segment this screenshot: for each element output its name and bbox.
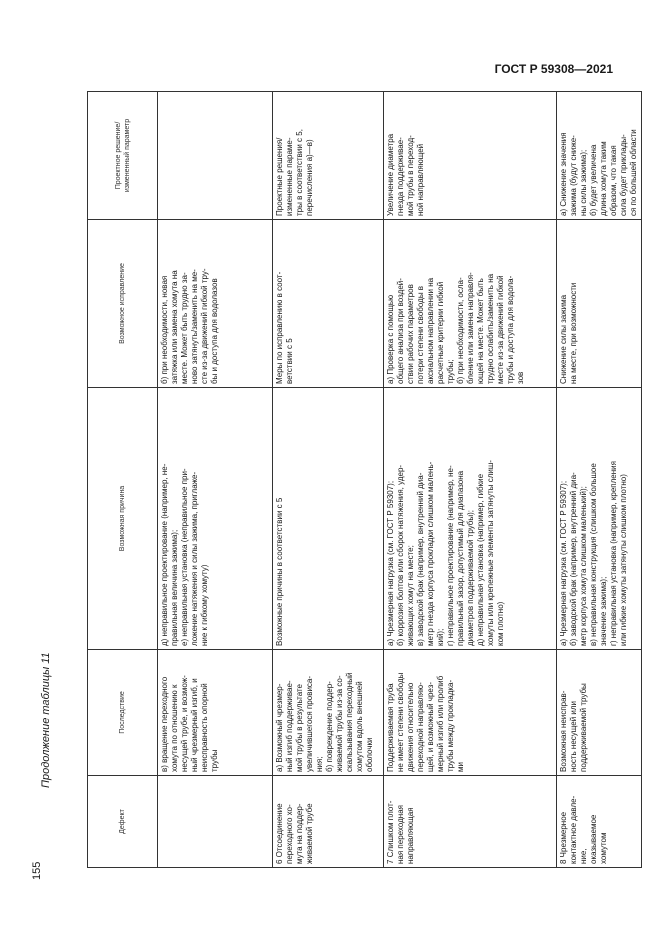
cell-consequence: Возможная неисправ- ность несущей или поддерживаемой трубы — [557, 650, 642, 776]
standard-designation: ГОСТ Р 59308—2021 — [494, 62, 613, 76]
page-number: 155 — [31, 861, 43, 880]
cell-design: а) Снижение значения зажима (будут сниже- ны силы зажима); б) будет увеличена длина хомута таким образом, что такая сила будет приклады- ся по большей области — [557, 92, 642, 220]
cell-consequence: Поддерживаемая труба не имеет степени свободы движения относительно переходной направляю- щей, и возможный чрез- мерный изгиб или пролиб трубы между прокладка- ми — [384, 650, 557, 776]
column-header-cause: Возможная причина — [88, 388, 158, 650]
cell-consequence: в) вращение переходного хомута по отношению к несущей трубе, и возмож- ный чрезмерный изгиб, и неисправность опорной трубы — [158, 650, 273, 776]
cell-defect: 7 Слишком плот- ная переходная направляющая — [384, 776, 557, 868]
cell-defect: 8 Чрезмерное контактное давле- ние, оказываемое хомутом — [557, 776, 642, 868]
table-row — [158, 92, 273, 868]
cell-design: Проектные решения/ измененные параме- тры в соответствии с 5, перечисления а)—в) — [273, 92, 384, 220]
table-row — [273, 92, 384, 868]
cell-consequence: а) Возможный чрезмер- ный изгиб поддерживае- мой трубы в результате увеличившегося провиса- ния; б) повреждение поддер- живаемой трубы из-за со- скальзывания переходный хомутом вдоль внешней оболочки — [273, 650, 384, 776]
cell-design: Увеличение диаметра гнезда поддерживае- мой трубы в переход- ной направляющей — [384, 92, 557, 220]
rotated-table-container — [87, 92, 638, 868]
column-header-fix: Возможное исправление — [88, 220, 158, 388]
cell-cause: д) неправильное проектирование (например, не- правильная величина зажима); е) неправильная установка (неправильное при- ложение натяжения и силы зажима, приглаже- ние к гибкому хомуту) — [158, 388, 273, 650]
cell-fix: Меры по исправлению в соот- ветствии с 5 — [273, 220, 384, 388]
cell-cause: а) Чрезмерная нагрузка (см. ГОСТ Р 59307); б) коррозия болтов или сборок натяжения, удер- живающих хомут на месте; в) заводской брак (например, внутренний диа- метр гнезда корпуса прокладки слишком малень- кий); г) неправильное проектирование (например, не- правильный зазор, допустимый для диапазона диаметров поддерживаемой трубы); д) неправильная установка (например, гибкие хомуты или крепежные элементы затянуты слиш- ком плотно) — [384, 388, 557, 650]
column-header-design: Проектное решение/ измененный параметр — [88, 92, 158, 220]
defects-table — [87, 91, 642, 868]
cell-defect: 6 Отсоединение переходного хо- мута на поддер- живаемой трубе — [273, 776, 384, 868]
cell-design — [158, 92, 273, 220]
cell-fix: а) Проверка с помощью общего анализа при воздей- ствии рабочих параметров потери степени свободы в аксиальном направлении на расчетные критерии гибкой трубы; б) при необходимости, осла- бление или замена направля- ющей на месте. Может быть трудно ослабить/заменить на месте из-за движений гибкой трубы и доступа для водола- зов — [384, 220, 557, 388]
table-continuation-caption: Продолжение таблицы 11 — [40, 652, 52, 788]
cell-fix: б) при необходимости, новая затяжка или замена хомута на месте. Может быть трудно за- ново затянуть/заменить на ме- сте из-за движений гибкой тру- бы и доступа для водолазов — [158, 220, 273, 388]
cell-defect — [158, 776, 273, 868]
cell-cause: Возможные причины в соответствии с 5 — [273, 388, 384, 650]
cell-cause: а) Чрезмерная нагрузка (см. ГОСТ Р 59307); б) заводской брак (например, внутренний диа- метр корпуса хомута слишком маленький); в) неправильная конструкция (слишком большое значение зажима); г) неправильная установка (например, крепления или гибкие хомуты затянуты слишком плотно) — [557, 388, 642, 650]
column-header-consequence: Последствие — [88, 650, 158, 776]
column-header-defect: Дефект — [88, 776, 158, 868]
table-row — [384, 92, 557, 868]
table-header-row — [88, 92, 158, 868]
cell-fix: Снижение силы зажима на месте, при возможности — [557, 220, 642, 388]
table-row — [557, 92, 642, 868]
